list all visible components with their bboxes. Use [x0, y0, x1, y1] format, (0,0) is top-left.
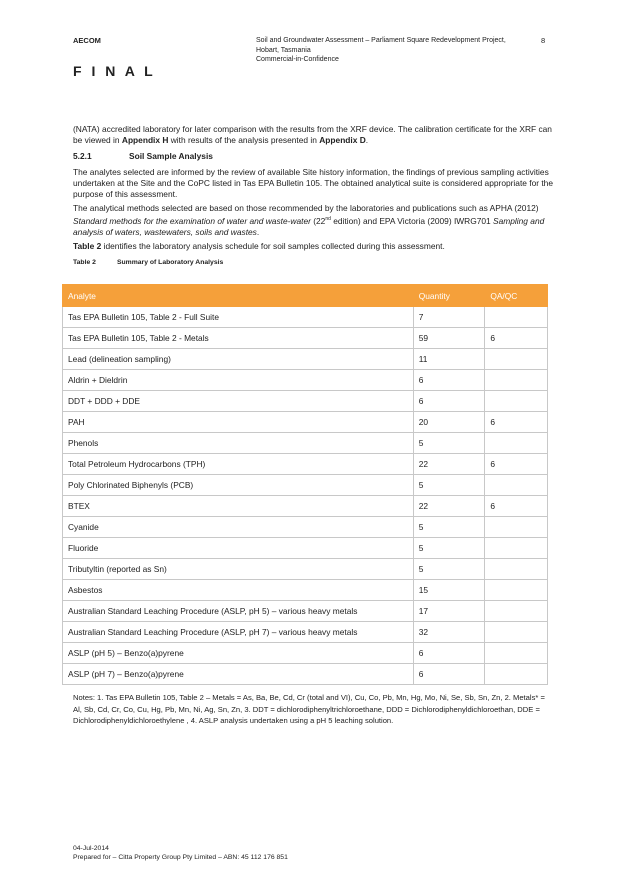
analyte-cell: BTEX: [63, 496, 414, 517]
analyte-cell: ASLP (pH 7) – Benzo(a)pyrene: [63, 664, 414, 685]
table-row: [63, 517, 548, 538]
table-notes: Notes: 1. Tas EPA Bulletin 105, Table 2 – Metals = As, Ba, Be, Cd, Cr (total and VI), Cu, Co, Pb, Mn, Hg, Mo, Ni, Se, Sb, Sn, Zn, 2. Metals* = Al, Sb, Cd, Cr, Co, Cu, Hg, Pb, Mn, Ni, Ag, Sn, Zn, 3. DDT = dichlorodiphenyltrichloroethane, DDD = Dichlorodiphenyldichloroethan, DDE = Dichlorodiphenyldichloroethylene , 4. ASLP analysis undertaken using a pH 5 leaching solution.: [73, 693, 545, 725]
section-title: Soil Sample Analysis: [129, 151, 213, 161]
qaqc-cell: [485, 622, 548, 643]
document-status: F I N A L: [73, 63, 156, 79]
quantity-cell: 15: [413, 580, 485, 601]
table-header-row: [63, 285, 548, 307]
qaqc-cell: [485, 580, 548, 601]
qaqc-cell: 6: [485, 412, 548, 433]
quantity-cell: 6: [413, 643, 485, 664]
analyte-cell: Lead (delineation sampling): [63, 349, 414, 370]
table-row: [63, 412, 548, 433]
analyte-cell: Tas EPA Bulletin 105, Table 2 - Full Suite: [63, 307, 414, 328]
doc-title-line: Commercial-in-Confidence: [256, 56, 339, 63]
table-row: [63, 454, 548, 475]
table-number: Table 2: [73, 258, 96, 266]
doc-title-line: Soil and Groundwater Assessment – Parliament Square Redevelopment Project,: [256, 37, 506, 44]
table-row: [63, 601, 548, 622]
analyte-cell: Australian Standard Leaching Procedure (ASLP, pH 7) – various heavy metals: [63, 622, 414, 643]
quantity-cell: 20: [413, 412, 485, 433]
analyte-cell: Cyanide: [63, 517, 414, 538]
quantity-cell: 17: [413, 601, 485, 622]
quantity-cell: 5: [413, 517, 485, 538]
qaqc-cell: [485, 349, 548, 370]
paragraph: Table 2 identifies the laboratory analysis schedule for soil samples collected during this assessment.: [73, 240, 445, 251]
paragraph: The analytes selected are informed by the review of available Site history information, the findings of previous sampling activities undertaken at the Site and the CoPC listed in Tas EPA Bulletin 105. The obtained analytical suite is considered appropriate for the purpose of this assessment.: [73, 167, 554, 199]
column-header: Analyte: [63, 285, 414, 307]
table-row: [63, 349, 548, 370]
page-number: 8: [541, 36, 546, 45]
publication-title: Standard methods for the examination of water and waste-water: [73, 215, 311, 226]
analyte-cell: Poly Chlorinated Biphenyls (PCB): [63, 475, 414, 496]
paragraph: (NATA) accredited laboratory for later comparison with the results from the XRF device. The calibration certificate for the XRF can be viewed in Appendix H with results of the analysis presented in Appendix D.: [73, 124, 552, 145]
table-caption: [73, 257, 555, 268]
table-title: Summary of Laboratory Analysis: [117, 258, 224, 266]
table-row: [63, 559, 548, 580]
table-row: [63, 475, 548, 496]
table-row: [63, 622, 548, 643]
quantity-cell: 5: [413, 559, 485, 580]
publication-title: Sampling and analysis of waters, wastewaters, soils and wastes: [73, 215, 545, 237]
footer-prepared-for: Prepared for – Citta Property Group Pty Limited – ABN: 45 112 176 851: [73, 854, 288, 861]
analyte-cell: DDT + DDD + DDE: [63, 391, 414, 412]
column-header: QA/QC: [485, 285, 548, 307]
paragraph: The analytical methods selected are based on those recommended by the laboratories and publications such as APHA (2012) Standard methods for the examination of water and waste-water (22nd edition) and EPA Victoria (2009) IWRG701 Sampling and analysis of waters, wastewaters, soils and wastes.: [73, 203, 545, 237]
table-row: [63, 664, 548, 685]
quantity-cell: 6: [413, 664, 485, 685]
qaqc-cell: 6: [485, 454, 548, 475]
quantity-cell: 32: [413, 622, 485, 643]
table-row: [63, 433, 548, 454]
qaqc-cell: [485, 475, 548, 496]
quantity-cell: 59: [413, 328, 485, 349]
quantity-cell: 22: [413, 454, 485, 475]
analyte-cell: PAH: [63, 412, 414, 433]
qaqc-cell: [485, 559, 548, 580]
analyte-cell: Asbestos: [63, 580, 414, 601]
section-number: 5.2.1: [73, 151, 92, 161]
analyte-cell: ASLP (pH 5) – Benzo(a)pyrene: [63, 643, 414, 664]
table-ref: Table 2: [73, 240, 102, 251]
quantity-cell: 22: [413, 496, 485, 517]
quantity-cell: 6: [413, 391, 485, 412]
lab-analysis-table: [62, 284, 548, 685]
qaqc-cell: [485, 517, 548, 538]
quantity-cell: 5: [413, 475, 485, 496]
qaqc-cell: [485, 391, 548, 412]
qaqc-cell: 6: [485, 328, 548, 349]
qaqc-cell: [485, 643, 548, 664]
analyte-cell: Total Petroleum Hydrocarbons (TPH): [63, 454, 414, 475]
company-name: AECOM: [73, 36, 101, 45]
table-row: [63, 328, 548, 349]
appendix-ref: Appendix H: [121, 135, 169, 145]
table-row: [63, 538, 548, 559]
doc-title-line: Hobart, Tasmania: [256, 46, 311, 54]
table-row: [63, 643, 548, 664]
table-row: [63, 391, 548, 412]
qaqc-cell: [485, 601, 548, 622]
analyte-cell: Aldrin + Dieldrin: [63, 370, 414, 391]
qaqc-cell: [485, 307, 548, 328]
qaqc-cell: 6: [485, 496, 548, 517]
document-title: [256, 36, 526, 65]
table-row: [63, 370, 548, 391]
quantity-cell: 5: [413, 433, 485, 454]
qaqc-cell: [485, 370, 548, 391]
section-heading: [73, 151, 555, 162]
analyte-cell: Fluoride: [63, 538, 414, 559]
table-row: [63, 580, 548, 601]
appendix-ref: Appendix D: [319, 135, 366, 145]
column-header: Quantity: [413, 285, 485, 307]
quantity-cell: 11: [413, 349, 485, 370]
table-row: [63, 307, 548, 328]
quantity-cell: 5: [413, 538, 485, 559]
qaqc-cell: [485, 664, 548, 685]
analyte-cell: Australian Standard Leaching Procedure (ASLP, pH 5) – various heavy metals: [63, 601, 414, 622]
footer-date: 04-Jul-2014: [73, 845, 109, 852]
qaqc-cell: [485, 433, 548, 454]
qaqc-cell: [485, 538, 548, 559]
quantity-cell: 6: [413, 370, 485, 391]
body-text: [73, 124, 555, 274]
analyte-cell: Phenols: [63, 433, 414, 454]
analyte-cell: Tas EPA Bulletin 105, Table 2 - Metals: [63, 328, 414, 349]
analyte-cell: Tributyltin (reported as Sn): [63, 559, 414, 580]
quantity-cell: 7: [413, 307, 485, 328]
table-row: [63, 496, 548, 517]
footer: [73, 844, 288, 862]
